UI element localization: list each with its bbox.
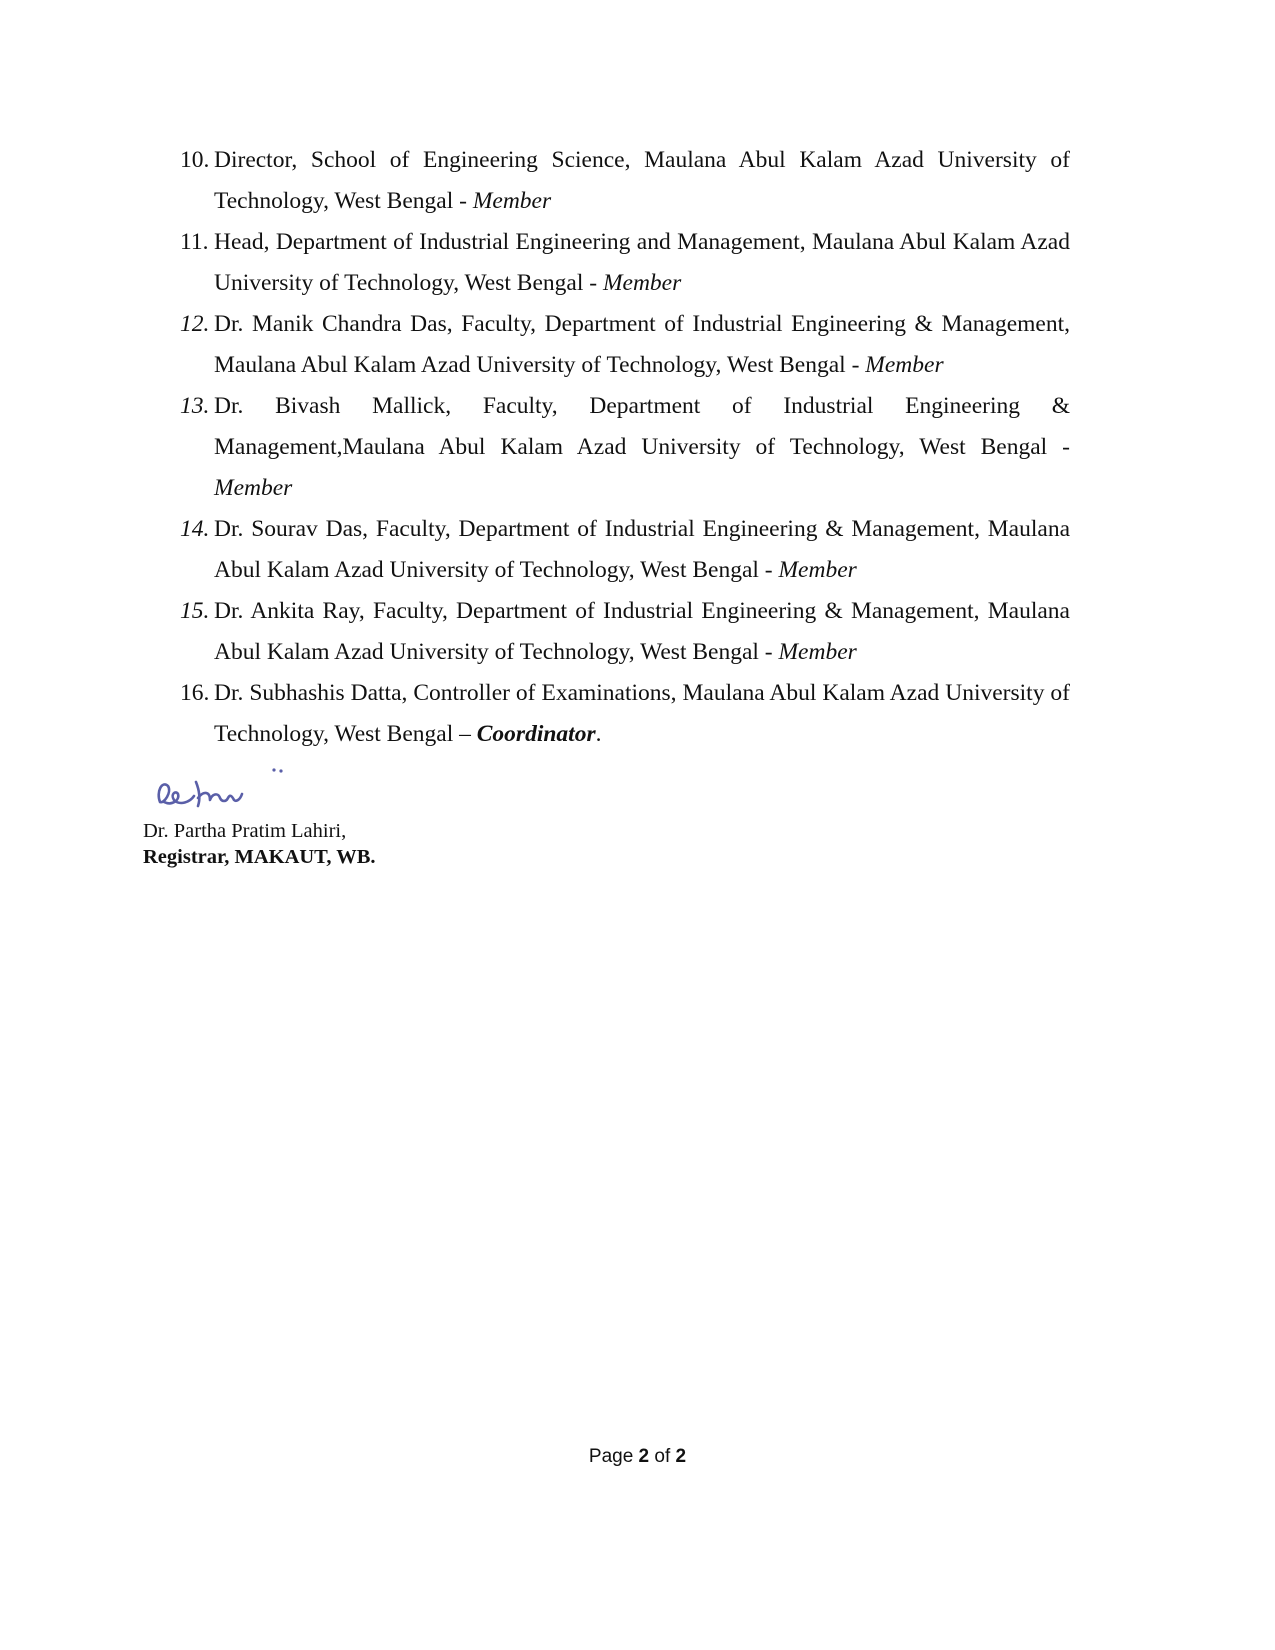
member-item xyxy=(180,304,1070,386)
page-middle: of xyxy=(649,1446,676,1467)
member-item xyxy=(180,591,1070,673)
member-item xyxy=(180,140,1070,222)
member-role: Member xyxy=(472,188,552,214)
page-prefix: Page xyxy=(588,1446,639,1467)
member-number: 13. xyxy=(180,393,210,419)
signatory-title: Registrar, MAKAUT, WB. xyxy=(143,846,376,868)
member-role: Member xyxy=(778,639,857,665)
signature-dot xyxy=(272,768,275,771)
signature-dot xyxy=(279,769,282,772)
member-number: 12. xyxy=(180,311,210,337)
member-text: Head, Department of Industrial Engineering and Management, Maulana Abul Kalam Azad University of Technology, West Bengal - xyxy=(214,229,1070,296)
member-item xyxy=(180,673,1070,755)
member-role: Member xyxy=(602,270,682,296)
member-description xyxy=(214,222,1070,304)
member-description xyxy=(214,509,1070,591)
member-number: 14. xyxy=(180,516,210,542)
member-text: Dr. Manik Chandra Das, Faculty, Department of Industrial Engineering & Management, Maulana Abul Kalam Azad University of Technology, West Bengal - xyxy=(214,311,1070,378)
member-description xyxy=(214,673,1070,755)
signatory-block xyxy=(143,818,376,870)
member-item xyxy=(180,509,1070,591)
member-suffix: . xyxy=(595,721,602,747)
member-role: Member xyxy=(778,557,857,583)
signature-image xyxy=(150,762,310,820)
member-role: Coordinator xyxy=(476,721,596,747)
member-item xyxy=(180,222,1070,304)
member-number: 16. xyxy=(180,680,210,706)
member-number: 11. xyxy=(180,229,209,255)
member-item xyxy=(180,386,1070,509)
member-number: 15. xyxy=(180,598,210,624)
page-footer xyxy=(0,1446,1275,1468)
member-description xyxy=(214,140,1070,222)
member-text: Director, School of Engineering Science, Maulana Abul Kalam Azad University of Technology, West Bengal - xyxy=(214,147,1070,214)
signatory-name: Dr. Partha Pratim Lahiri, xyxy=(143,820,347,842)
member-text: Dr. Subhashis Datta, Controller of Examinations, Maulana Abul Kalam Azad University of Technology, West Bengal – xyxy=(214,680,1070,747)
member-description xyxy=(214,591,1070,673)
signature-stroke xyxy=(159,782,242,806)
member-description xyxy=(214,304,1070,386)
page-current: 2 xyxy=(638,1446,650,1467)
member-role: Member xyxy=(214,475,293,501)
page-total: 2 xyxy=(675,1446,687,1467)
member-text: Dr. Sourav Das, Faculty, Department of Industrial Engineering & Management, Maulana Abul Kalam Azad University of Technology, West Bengal - xyxy=(214,516,1070,583)
member-list xyxy=(180,140,1070,755)
member-number: 10. xyxy=(180,147,210,173)
member-text: Dr. Bivash Mallick, Faculty, Department of Industrial Engineering & Management,Maulana Abul Kalam Azad University of Technology, West Bengal - xyxy=(214,393,1070,460)
member-description xyxy=(214,386,1070,509)
member-text: Dr. Ankita Ray, Faculty, Department of Industrial Engineering & Management, Maulana Abul Kalam Azad University of Technology, West Bengal - xyxy=(214,598,1070,665)
member-role: Member xyxy=(865,352,944,378)
